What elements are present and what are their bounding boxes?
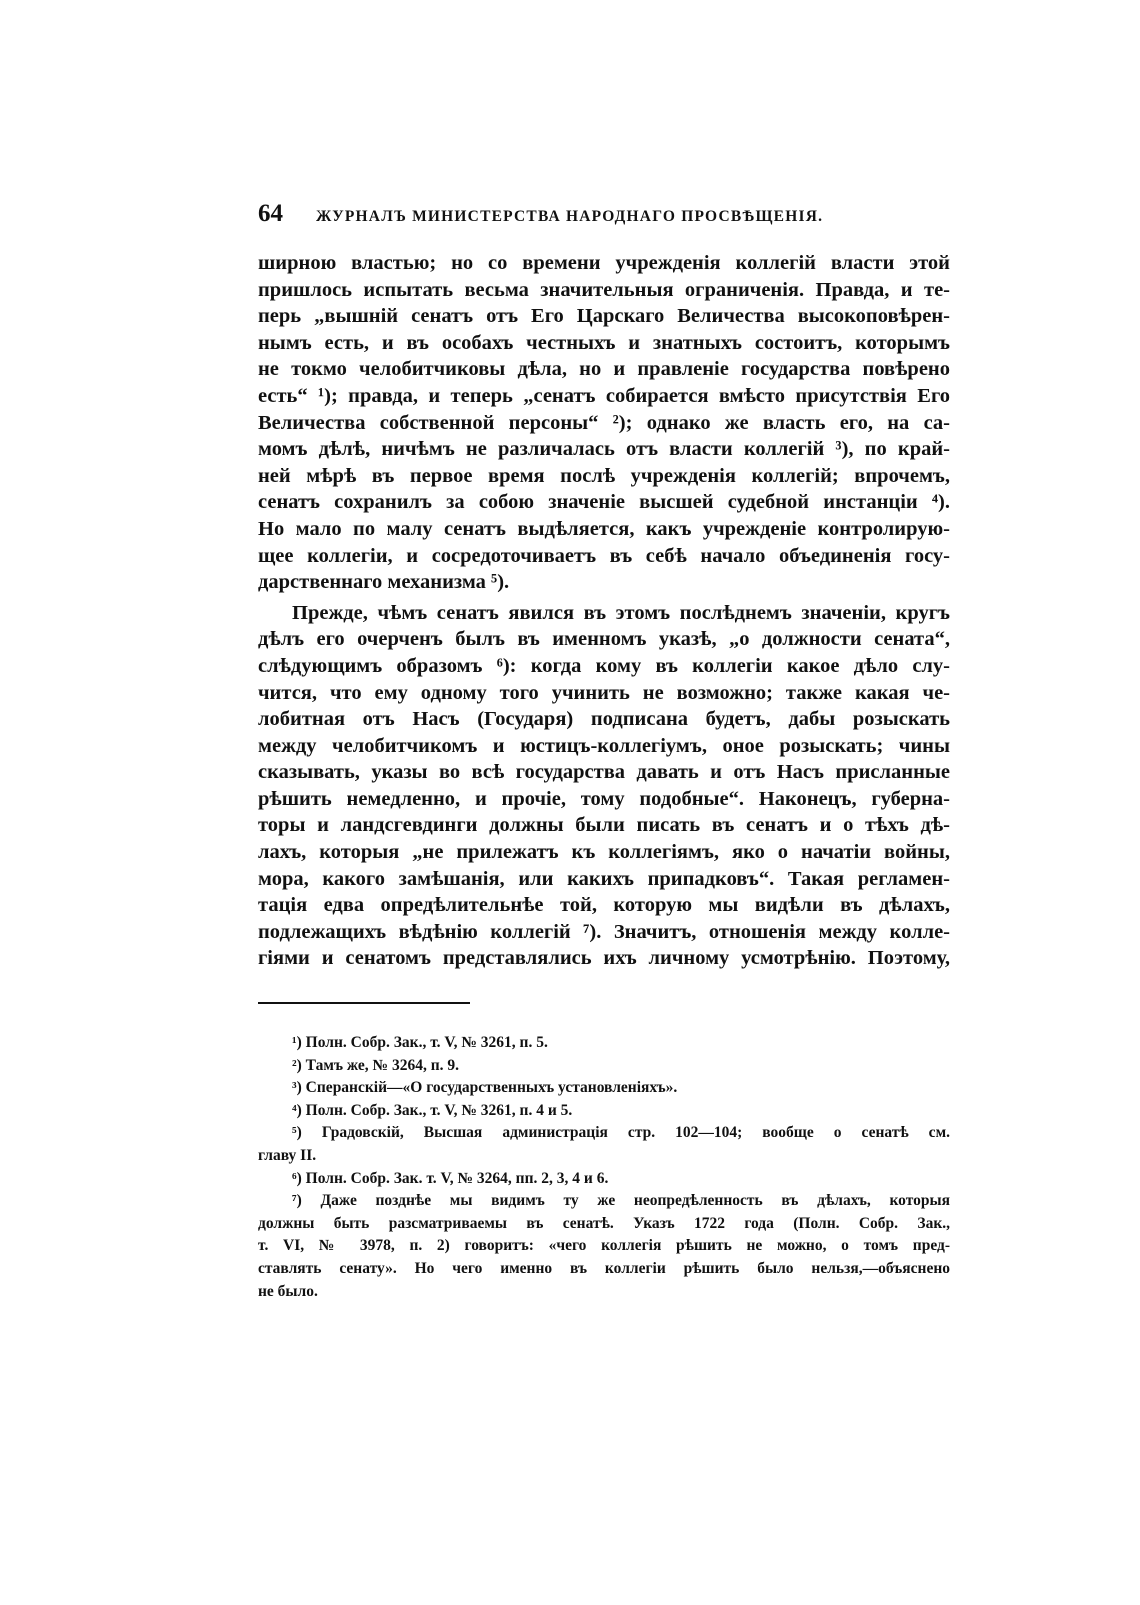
footnote-line: ⁷) Даже позднѣе мы видимъ ту же неопредѣленность въ дѣлахъ, которыя — [292, 1192, 950, 1210]
body-line: сказывать, указы во всѣ государства давать и отъ Насъ присланные — [258, 761, 950, 784]
page-number: 64 — [258, 200, 283, 227]
body-line: не токмо челобитчиковы дѣла, но и правленіе государства повѣрено — [258, 358, 950, 381]
body-text — [258, 250, 950, 972]
body-line: перь „вышній сенатъ отъ Его Царскаго Величества высокоповѣрен- — [258, 305, 950, 328]
body-line: момъ дѣлѣ, ничѣмъ не различалась отъ власти коллегій ³), по край- — [258, 438, 950, 461]
body-line: между челобитчикомъ и юстицъ-коллегіумъ, оное розыскать; чины — [258, 734, 950, 757]
footnote-line: ⁶) Полн. Собр. Зак. т. V, № 3264, пп. 2, 3, 4 и 6. — [292, 1169, 609, 1187]
body-line: слѣдующимъ образомъ ⁶): когда кому въ коллегіи какое дѣло слу- — [258, 654, 950, 677]
body-line: Величества собственной персоны“ ²); однако же власть его, на са- — [258, 411, 950, 434]
body-line: Прежде, чѣмъ сенатъ явился въ этомъ послѣднемъ значеніи, кругъ — [292, 601, 950, 624]
body-line: пришлось испытать весьма значительныя ограниченія. Правда, и те- — [258, 278, 950, 301]
footnote-line: т. VI, № 3978, п. 2) говоритъ: «чего коллегія рѣшить не можно, о томъ пред- — [258, 1237, 950, 1255]
body-line: подлежащихъ вѣдѣнію коллегій ⁷). Значитъ, отношенія между колле- — [258, 920, 950, 943]
body-line: чится, что ему одному того учинить не возможно; также какая че- — [258, 681, 950, 704]
body-line: щее коллегіи, и сосредоточиваетъ въ себѣ начало объединенія госу- — [258, 544, 950, 567]
footnote-line: ставлять сенату». Но чего именно въ коллегіи рѣшить было нельзя,—объяснено — [258, 1259, 950, 1277]
body-line: сенатъ сохранилъ за собою значеніе высшей судебной инстанціи ⁴). — [258, 491, 950, 514]
body-line: лахъ, которыя „не прилежатъ къ коллегіямъ, яко о начатіи войны, — [258, 841, 950, 864]
body-line: дарственнаго механизма ⁵). — [258, 571, 510, 594]
document-page — [258, 200, 950, 1303]
page-header — [258, 200, 950, 236]
footnotes — [258, 1032, 950, 1303]
running-title: ЖУРНАЛЪ МИНИСТЕРСТВА НАРОДНАГО ПРОСВѢЩЕНІЯ. — [316, 208, 824, 225]
footnote-divider — [258, 1002, 470, 1004]
footnote-line: ⁴) Полн. Собр. Зак., т. V, № 3261, п. 4 и 5. — [292, 1101, 573, 1119]
body-line: ней мѣрѣ въ первое время послѣ учрежденія коллегій; впрочемъ, — [258, 464, 950, 487]
footnote-line: главу II. — [258, 1147, 317, 1164]
footnote-line: должны быть разсматриваемы въ сенатѣ. Указъ 1722 года (Полн. Собр. Зак., — [258, 1214, 950, 1232]
footnote-line: ³) Сперанскій—«О государственныхъ установленіяхъ». — [292, 1079, 678, 1097]
body-line: гіями и сенатомъ представлялись ихъ личному усмотрѣнію. Поэтому, — [258, 947, 950, 970]
body-line: дѣлъ его очерченъ былъ въ именномъ указѣ, „о должности сената“, — [258, 628, 950, 651]
footnote-line: ¹) Полн. Собр. Зак., т. V, № 3261, п. 5. — [292, 1034, 548, 1052]
footnote-line: ⁵) Градовскій, Высшая администрація стр. 102—104; вообще о сенатѣ см. — [292, 1124, 950, 1142]
body-line: есть“ ¹); правда, и теперь „сенатъ собирается вмѣсто присутствія Его — [258, 384, 950, 407]
footnote-line: не было. — [258, 1282, 318, 1300]
body-line: лобитная отъ Насъ (Государя) подписана будетъ, дабы розыскать — [258, 708, 950, 731]
body-line: торы и ландсгевдинги должны были писать въ сенатъ и о тѣхъ дѣ- — [258, 814, 950, 837]
body-line: нымъ есть, и въ особахъ честныхъ и знатныхъ состоитъ, которымъ — [258, 331, 950, 354]
body-line: мора, какого замѣшанія, или какихъ припадковъ“. Такая регламен- — [258, 867, 950, 890]
body-line: Но мало по малу сенатъ выдѣляется, какъ учрежденіе контролирую- — [258, 517, 950, 540]
body-line: тація едва опредѣлительнѣе той, которую мы видѣли въ дѣлахъ, — [258, 894, 950, 917]
body-line: рѣшить немедленно, и прочіе, тому подобные“. Наконецъ, губерна- — [258, 787, 950, 810]
body-line: ширною властью; но со времени учрежденія коллегій власти этой — [258, 252, 950, 274]
footnote-line: ²) Тамъ же, № 3264, п. 9. — [292, 1056, 460, 1074]
